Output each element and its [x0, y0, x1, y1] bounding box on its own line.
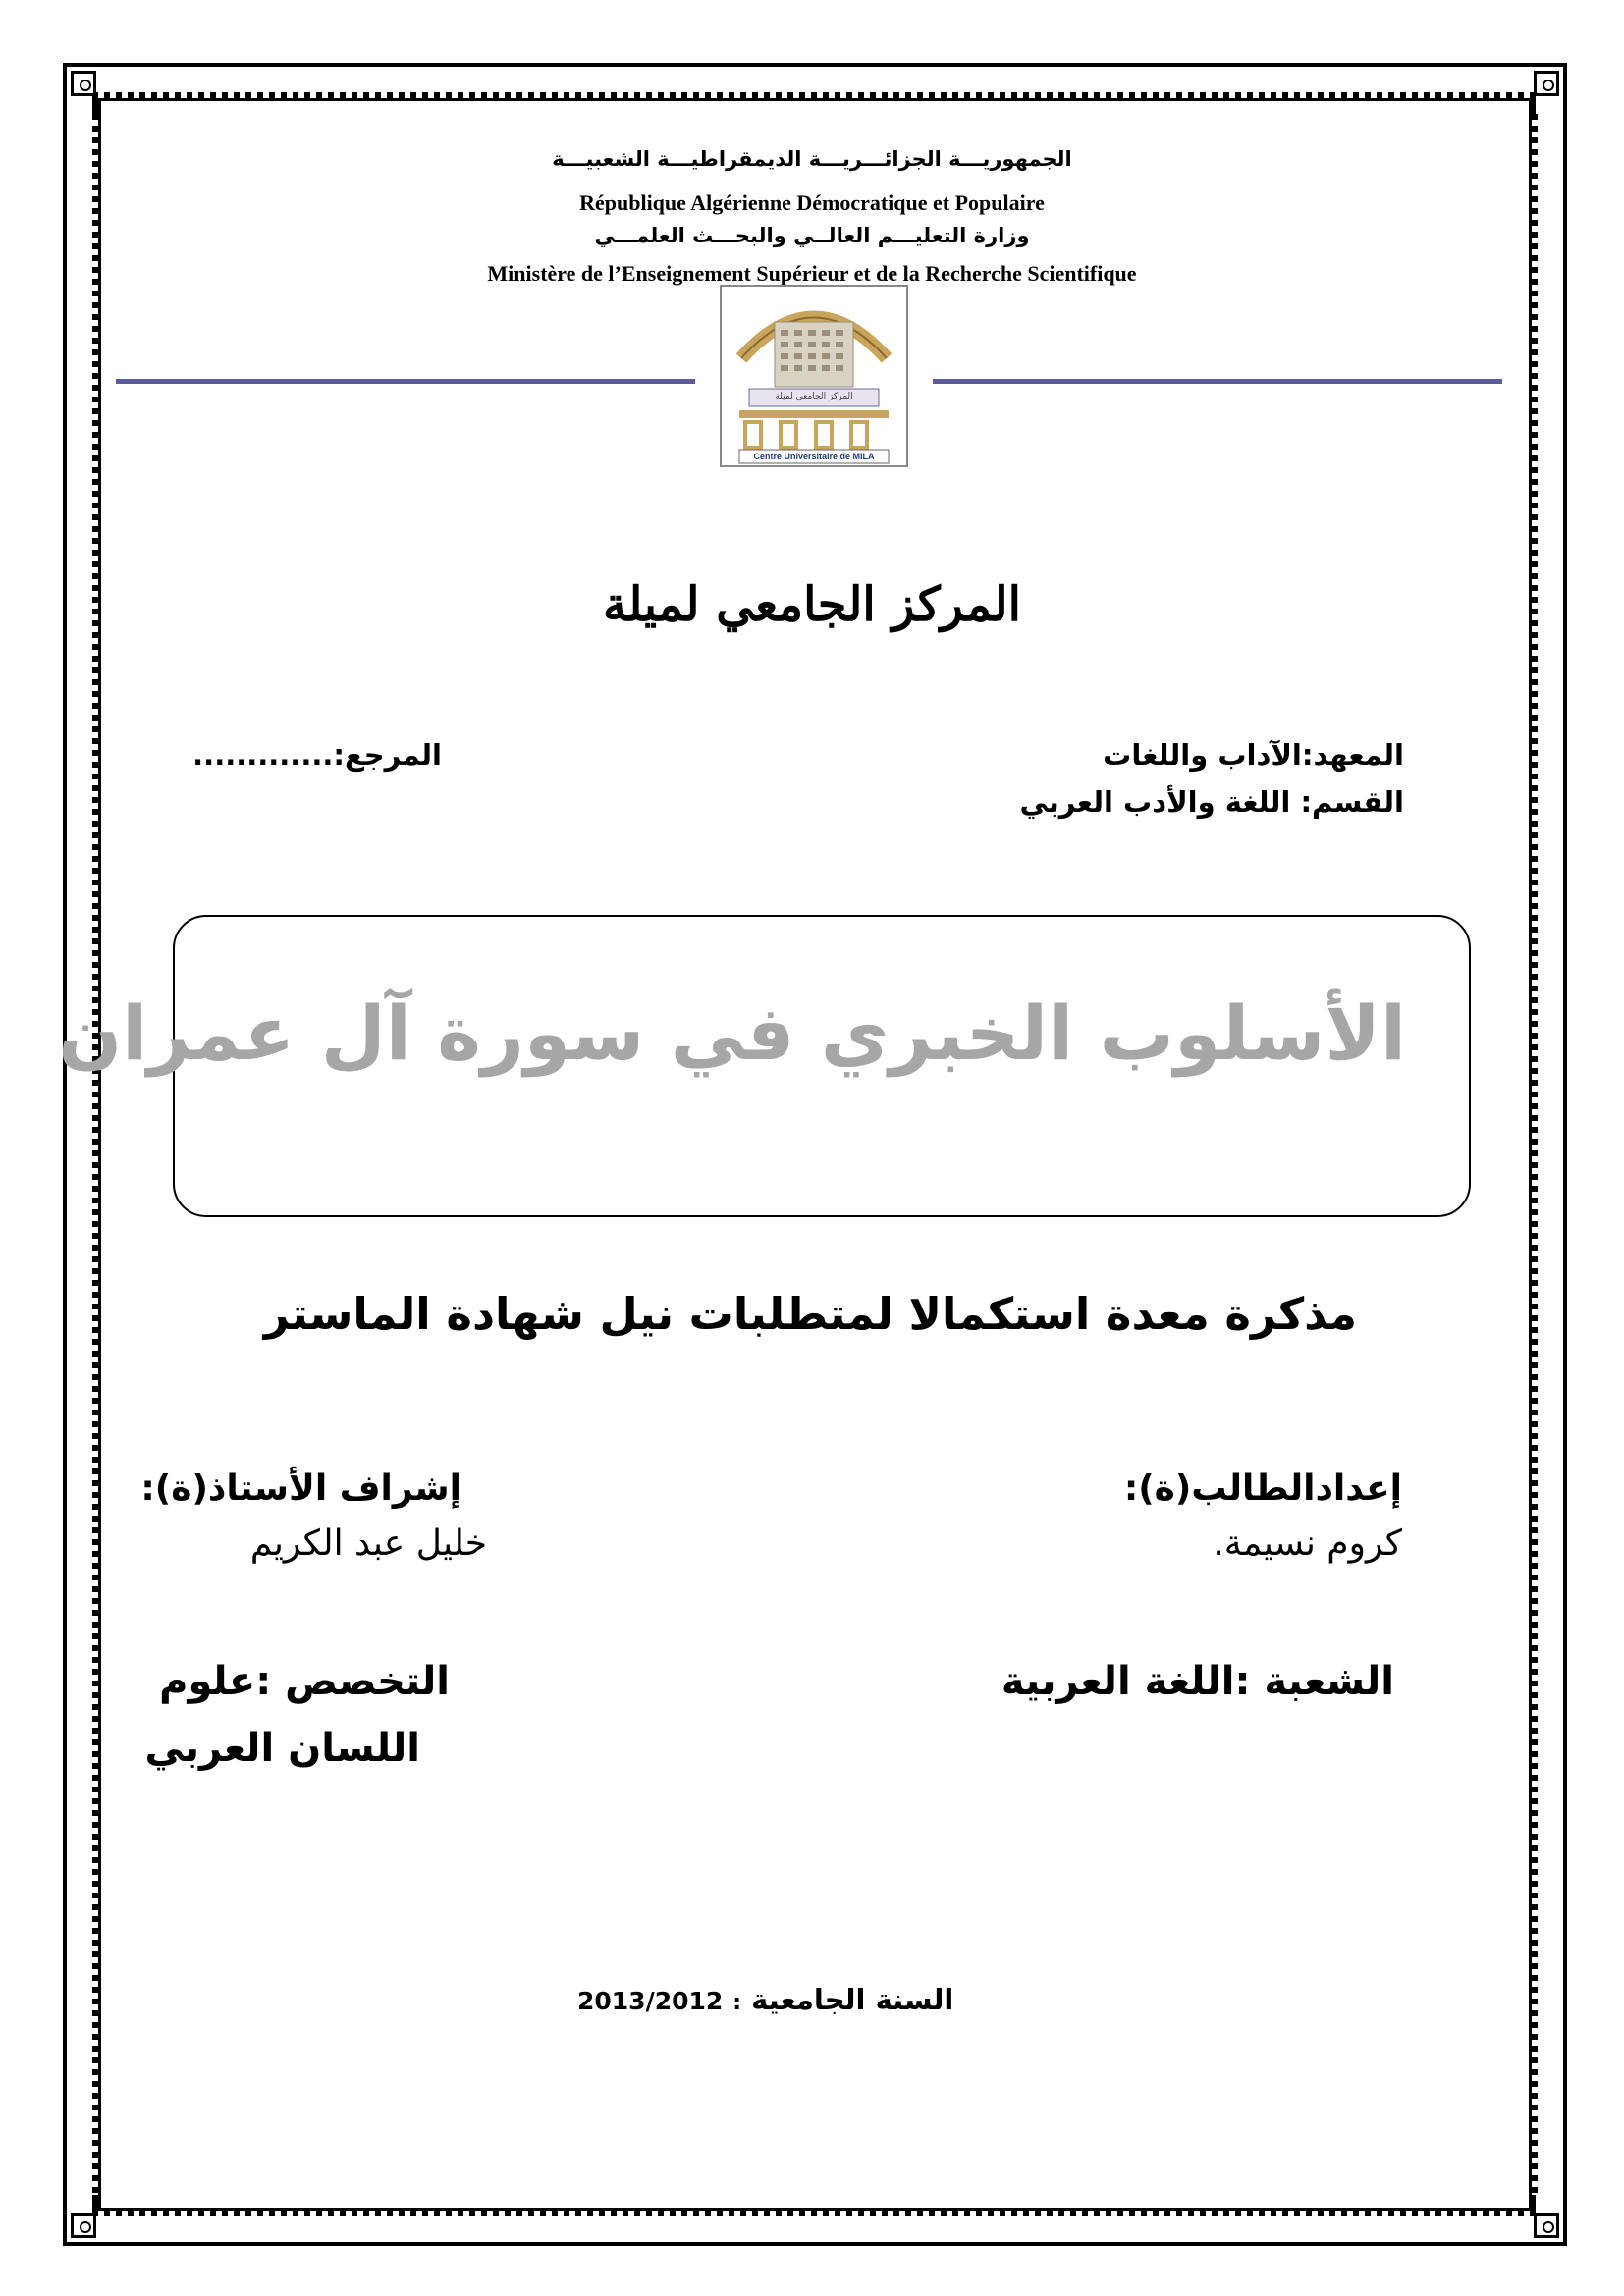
academic-year-separator: : [732, 1991, 742, 2015]
institute: المعهد:الآداب واللغات [1103, 738, 1404, 772]
republic-french: République Algérienne Démocratique et Populaire [579, 190, 1045, 215]
frame-corner-ornament [71, 2213, 96, 2238]
ministry-french: Ministère de l’Enseignement Supérieur et de la Recherche Scientifique [487, 261, 1137, 286]
department: القسم: اللغة والأدب العربي [1019, 785, 1404, 819]
supervisor-label: إشراف الأستاذ(ة): [140, 1468, 461, 1509]
frame-corner-ornament [1534, 71, 1559, 96]
supervisor-name: خليل عبد الكريم [249, 1523, 487, 1564]
ministry-arabic: وزارة التعليـــم العالــي والبحـــث العلمـــي [594, 224, 1030, 247]
logo-caption: Centre Universitaire de MILA [753, 452, 875, 461]
specialty-line-1: التخصص :علوم [159, 1659, 450, 1704]
academic-year-label: السنة الجامعية [751, 1983, 954, 2016]
university-name: المركز الجامعي لميلة [603, 577, 1021, 632]
thesis-title: الأسلوب الخبري في سورة آل عمران [58, 989, 1406, 1077]
student-label: إعدادالطالب(ة): [1123, 1468, 1402, 1509]
header-rule-right [933, 379, 1502, 384]
specialty-line-2: اللسان العربي [144, 1726, 420, 1771]
branch: الشعبة :اللغة العربية [1001, 1659, 1394, 1704]
republic-arabic: الجمهوريـــة الجزائـــريـــة الديمقراطيـــة الشعبيـــة [552, 147, 1072, 171]
reference-field: المرجع:............. [192, 738, 442, 772]
frame-corner-ornament [1534, 2213, 1559, 2238]
logo-sign-text: المركز الجامعي لميلة [775, 392, 853, 401]
academic-year-value: 2013/2012 [577, 1987, 724, 2015]
student-name: كروم نسيمة. [1213, 1523, 1402, 1564]
academic-year [577, 1983, 953, 2016]
degree-statement: مذكرة معدة استكمالا لمتطلبات نيل شهادة الماستر [263, 1288, 1357, 1340]
header-rule-left [116, 379, 695, 384]
frame-corner-ornament [71, 71, 96, 96]
university-logo [720, 285, 908, 467]
